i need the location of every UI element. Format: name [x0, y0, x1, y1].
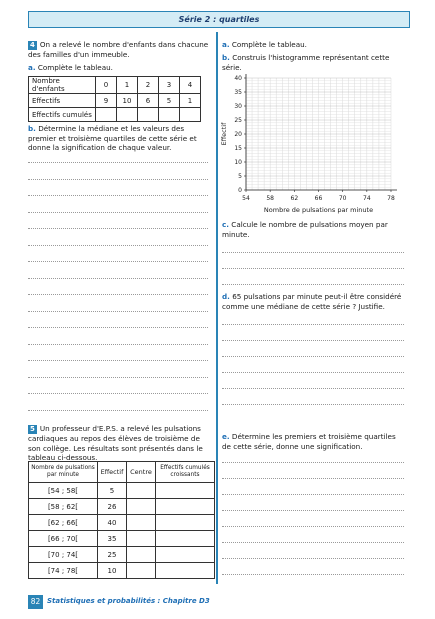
- q-a-text: Complète le tableau.: [231, 40, 307, 49]
- section-title: Série 2 : quartiles: [178, 15, 260, 24]
- table-cell: 6: [138, 94, 159, 108]
- interval-cell: [70 ; 74[: [29, 547, 98, 563]
- q-c: [222, 220, 402, 239]
- answer-line[interactable]: [28, 228, 208, 229]
- answer-line[interactable]: [222, 284, 404, 285]
- q-d: [222, 292, 402, 311]
- cumul-cell[interactable]: [156, 547, 215, 563]
- table-cell: 10: [117, 94, 138, 108]
- ex4-number: 4: [30, 41, 35, 49]
- q-c-label: c.: [222, 220, 229, 229]
- q-d-label: d.: [222, 292, 230, 301]
- centre-cell[interactable]: [127, 563, 156, 579]
- ex4-intro: [28, 40, 210, 60]
- answer-line[interactable]: [222, 388, 404, 389]
- x-tick-label: 74: [363, 195, 371, 202]
- row-header: Effectifs cumulés: [29, 108, 96, 122]
- col-header-centre: Centre: [127, 462, 156, 483]
- table-row: [29, 531, 215, 547]
- ex5-intro: [28, 424, 210, 463]
- table-cell-input[interactable]: [138, 108, 159, 122]
- q-b-label: b.: [222, 53, 230, 62]
- interval-cell: [74 ; 78[: [29, 563, 98, 579]
- centre-cell[interactable]: [127, 499, 156, 515]
- answer-line[interactable]: [28, 393, 208, 394]
- table-cell: 1: [180, 94, 201, 108]
- answer-line[interactable]: [28, 344, 208, 345]
- effectif-cell: 5: [98, 483, 127, 499]
- centre-cell[interactable]: [127, 515, 156, 531]
- page-number: 82: [28, 595, 43, 609]
- row-header: Effectifs: [29, 94, 96, 108]
- answer-line[interactable]: [222, 478, 404, 479]
- ex4-a-text: Complète le tableau.: [37, 63, 113, 72]
- cumul-cell[interactable]: [156, 515, 215, 531]
- answer-line[interactable]: [222, 510, 404, 511]
- q-a: [222, 40, 307, 50]
- centre-cell[interactable]: [127, 547, 156, 563]
- effectif-cell: 25: [98, 547, 127, 563]
- answer-line[interactable]: [28, 410, 208, 411]
- x-tick-label: 78: [387, 195, 395, 202]
- table-row: [29, 547, 215, 563]
- effectif-cell: 40: [98, 515, 127, 531]
- answer-line[interactable]: [28, 278, 208, 279]
- interval-cell: [62 ; 66[: [29, 515, 98, 531]
- answer-line[interactable]: [222, 356, 404, 357]
- ex4-intro-text: On a relevé le nombre d'enfants dans chacune des familles d'un immeuble.: [28, 40, 209, 59]
- table-cell: 2: [138, 77, 159, 94]
- ex4-b-text: Détermine la médiane et les valeurs des premier et troisième quartiles de cette série et donne la signification de chaque valeur.: [28, 124, 197, 152]
- x-tick-label: 62: [290, 195, 299, 202]
- effectif-cell: 26: [98, 499, 127, 515]
- table-row: [29, 499, 215, 515]
- y-tick-label: 5: [238, 173, 242, 180]
- x-tick-label: 66: [314, 195, 323, 202]
- ex4-a-label: a.: [28, 63, 36, 72]
- cumul-cell[interactable]: [156, 499, 215, 515]
- cumul-cell[interactable]: [156, 483, 215, 499]
- answer-line[interactable]: [222, 558, 404, 559]
- y-tick-label: 10: [234, 159, 242, 166]
- ex4-question-a: [28, 63, 113, 73]
- row-header: Nombre d'enfants: [29, 77, 96, 94]
- q-c-text: Calcule le nombre de pulsations moyen par minute.: [222, 220, 388, 239]
- answer-line[interactable]: [28, 327, 208, 328]
- q-d-text: 65 pulsations par minute peut-il être considéré comme une médiane de cette série ? Justifie.: [222, 292, 402, 311]
- table-cell: 9: [96, 94, 117, 108]
- x-tick-label: 58: [266, 195, 274, 202]
- cumul-cell[interactable]: [156, 563, 215, 579]
- table-row: [29, 108, 201, 122]
- answer-line[interactable]: [28, 212, 208, 213]
- table-cell-input[interactable]: [159, 108, 180, 122]
- table-cell: 4: [180, 77, 201, 94]
- table-row: [29, 94, 201, 108]
- table-row: [29, 77, 201, 94]
- x-tick-label: 54: [242, 195, 250, 202]
- table-row: [29, 515, 215, 531]
- answer-line[interactable]: [28, 179, 208, 180]
- histogram-grid[interactable]: [218, 70, 408, 220]
- y-tick-label: 35: [234, 89, 242, 96]
- col-header-cumules: Effectifs cumulés croissants: [156, 462, 215, 483]
- ex4-table: [28, 76, 201, 122]
- q-e: [222, 432, 402, 451]
- answer-line[interactable]: [28, 360, 208, 361]
- answer-line[interactable]: [28, 377, 208, 378]
- interval-cell: [54 ; 58[: [29, 483, 98, 499]
- y-tick-label: 40: [234, 75, 242, 82]
- centre-cell[interactable]: [127, 483, 156, 499]
- x-axis-label: Nombre de pulsations par minute: [263, 206, 374, 214]
- q-e-label: e.: [222, 432, 230, 441]
- answer-line[interactable]: [28, 311, 208, 312]
- table-cell: 0: [96, 77, 117, 94]
- answer-line[interactable]: [28, 195, 208, 196]
- col-header-pulsations: Nombre de pulsations par minute: [29, 462, 98, 483]
- col-header-effectif: Effectif: [98, 462, 127, 483]
- answer-line[interactable]: [222, 494, 404, 495]
- answer-line[interactable]: [222, 574, 404, 575]
- table-cell-input[interactable]: [117, 108, 138, 122]
- q-a-label: a.: [222, 40, 230, 49]
- y-tick-label: 20: [234, 131, 242, 138]
- answer-line[interactable]: [28, 162, 208, 163]
- answer-line[interactable]: [222, 526, 404, 527]
- footer-chapter-title: Statistiques et probabilités : Chapitre D3: [47, 597, 210, 605]
- y-axis-label: Effectif: [220, 122, 228, 146]
- table-row: [29, 563, 215, 579]
- ex5-intro-text: Un professeur d'E.P.S. a relevé les pulsations cardiaques au repos des élèves de troisième de son collège. Les résultats sont présentés dans le tableau ci-dessous.: [28, 424, 203, 462]
- answer-line[interactable]: [28, 294, 208, 295]
- ex4-question-b: [28, 124, 210, 153]
- table-cell: 1: [117, 77, 138, 94]
- q-e-text: Détermine les premiers et troisième quartiles de cette série, donne une signification.: [222, 432, 396, 451]
- table-cell: 5: [159, 94, 180, 108]
- effectif-cell: 35: [98, 531, 127, 547]
- ex5-number: 5: [30, 425, 35, 433]
- table-cell-input[interactable]: [96, 108, 117, 122]
- answer-line[interactable]: [222, 340, 404, 341]
- answer-line[interactable]: [222, 404, 404, 405]
- answer-line[interactable]: [222, 268, 404, 269]
- table-cell-input[interactable]: [180, 108, 201, 122]
- y-tick-label: 0: [238, 187, 242, 194]
- ex5-table: [28, 461, 215, 579]
- table-cell: 3: [159, 77, 180, 94]
- y-tick-label: 25: [234, 117, 242, 124]
- cumul-cell[interactable]: [156, 531, 215, 547]
- table-row: [29, 483, 215, 499]
- effectif-cell: 10: [98, 563, 127, 579]
- answer-line[interactable]: [222, 462, 404, 463]
- y-tick-label: 30: [234, 103, 242, 110]
- answer-line[interactable]: [222, 372, 404, 373]
- section-banner: [28, 11, 410, 28]
- ex4-b-label: b.: [28, 124, 36, 133]
- answer-line[interactable]: [28, 245, 208, 246]
- answer-line[interactable]: [222, 542, 404, 543]
- answer-line[interactable]: [28, 261, 208, 262]
- centre-cell[interactable]: [127, 531, 156, 547]
- interval-cell: [66 ; 70[: [29, 531, 98, 547]
- y-tick-label: 15: [234, 145, 242, 152]
- table-header-row: [29, 462, 215, 483]
- x-tick-label: 70: [338, 195, 347, 202]
- interval-cell: [58 ; 62[: [29, 499, 98, 515]
- answer-line[interactable]: [222, 252, 404, 253]
- q-b-text: Construis l'histogramme représentant cette série.: [222, 53, 390, 72]
- answer-line[interactable]: [222, 324, 404, 325]
